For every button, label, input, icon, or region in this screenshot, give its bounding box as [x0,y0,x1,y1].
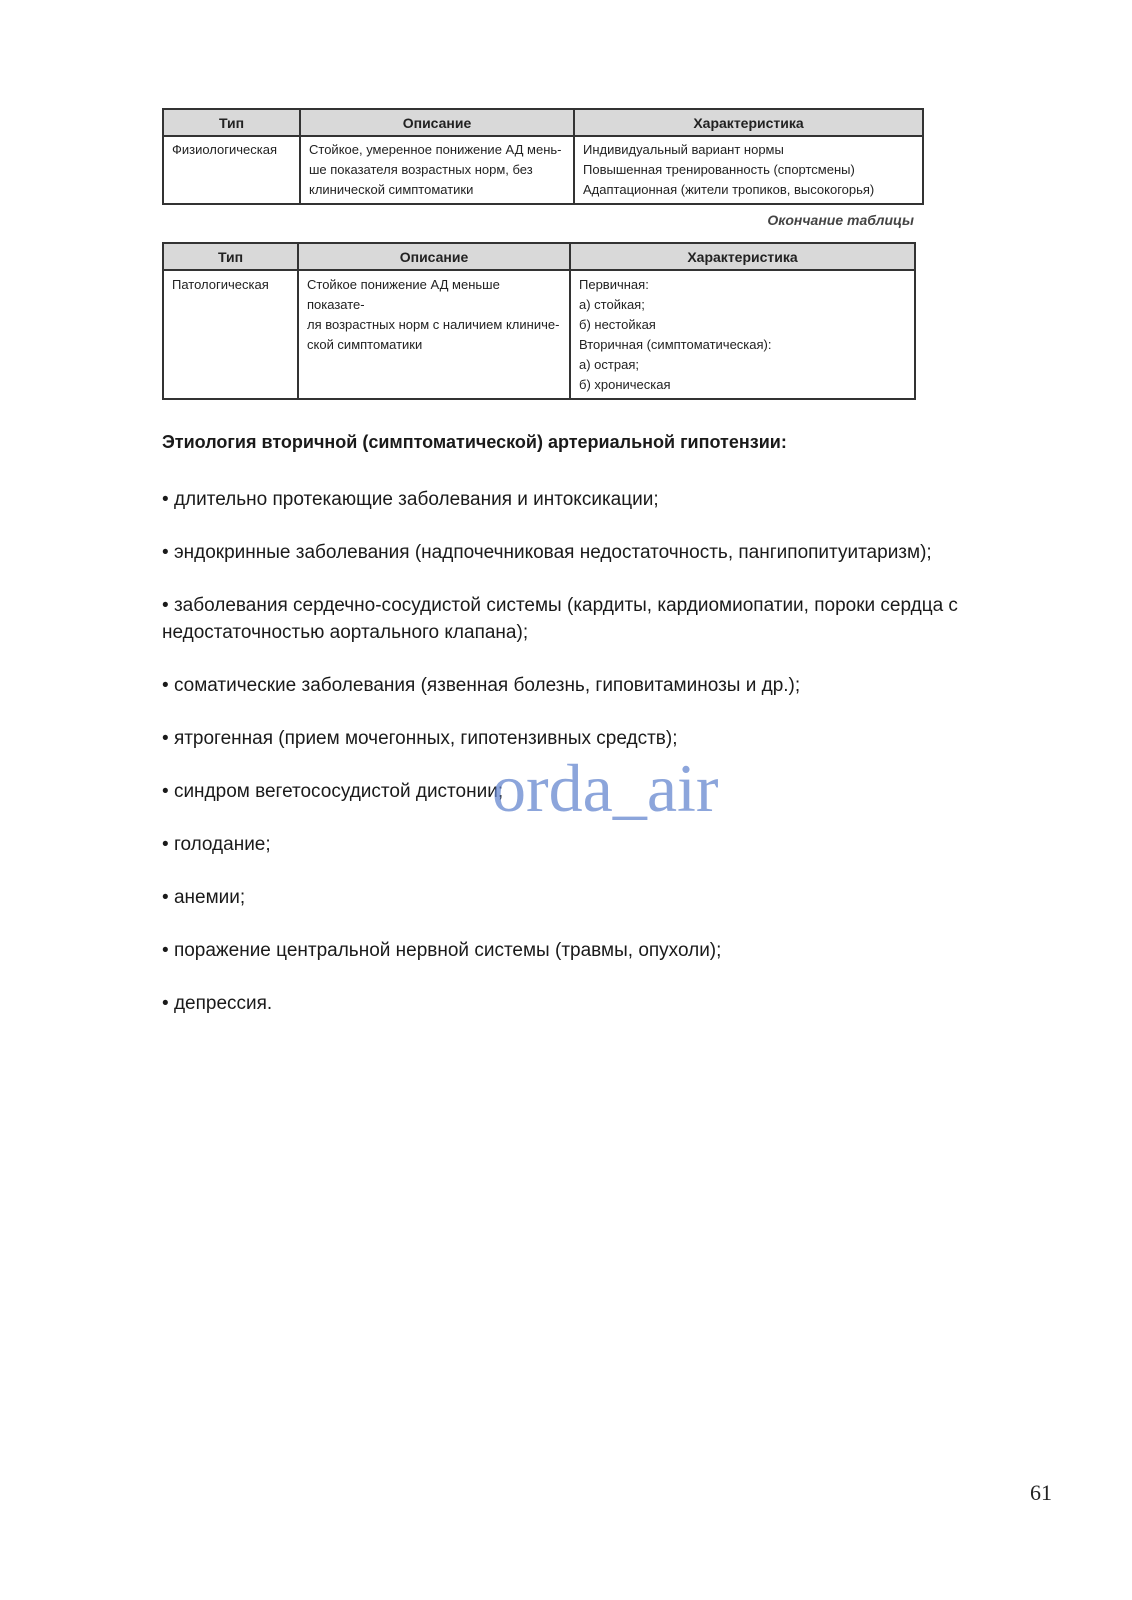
list-item: • длительно протекающие заболевания и интоксикации; [162,486,1062,513]
cell-characteristic: Индивидуальный вариант нормы Повышенная тренированность (спортсмены) Адаптационная (жители тропиков, высокогорья) [574,136,923,204]
list-item: • голодание; [162,831,1062,858]
column-header-characteristic: Характеристика [574,109,923,136]
list-item: • соматические заболевания (язвенная болезнь, гиповитаминозы и др.); [162,672,1062,699]
classification-table-part2 [162,242,916,400]
cell-description: Стойкое, умеренное понижение АД мень- ше показателя возрастных норм, без клинической симптоматики [300,136,574,204]
watermark: orda_air [492,750,719,826]
table-header-row [163,109,923,136]
column-header-description: Описание [298,243,570,270]
cell-type: Патологическая [163,270,298,399]
column-header-characteristic: Характеристика [570,243,915,270]
section-heading: Этиология вторичной (симптоматической) артериальной гипотензии: [162,432,787,452]
column-header-description: Описание [300,109,574,136]
list-item: • ятрогенная (прием мочегонных, гипотензивных средств); [162,725,1062,752]
list-item: • эндокринные заболевания (надпочечниковая недостаточность, пангипопитуитаризм); [162,539,1062,566]
classification-table-part1 [162,108,924,205]
table-header-row [163,243,915,270]
cell-characteristic: Первичная: а) стойкая; б) нестойкая Вторичная (симптоматическая): а) острая; б) хроническая [570,270,915,399]
list-item: • синдром вегетососудистой дистонии; [162,778,1062,805]
table-row [163,136,923,204]
cell-type: Физиологическая [163,136,300,204]
page-number: 61 [1030,1480,1052,1505]
column-header-type: Тип [163,109,300,136]
table-row [163,270,915,399]
column-header-type: Тип [163,243,298,270]
list-item: • заболевания сердечно-сосудистой системы (кардиты, кардиомиопатии, пороки сердца с недостаточностью аортального клапана); [162,592,1062,646]
cell-description: Стойкое понижение АД меньше показате- ля возрастных норм с наличием клиниче- ской симптоматики [298,270,570,399]
list-item: • поражение центральной нервной системы (травмы, опухоли); [162,937,1062,964]
list-item: • депрессия. [162,990,1062,1017]
etiology-list [162,486,1062,1043]
list-item: • анемии; [162,884,1062,911]
table-continuation-label: Окончание таблицы [767,212,914,228]
